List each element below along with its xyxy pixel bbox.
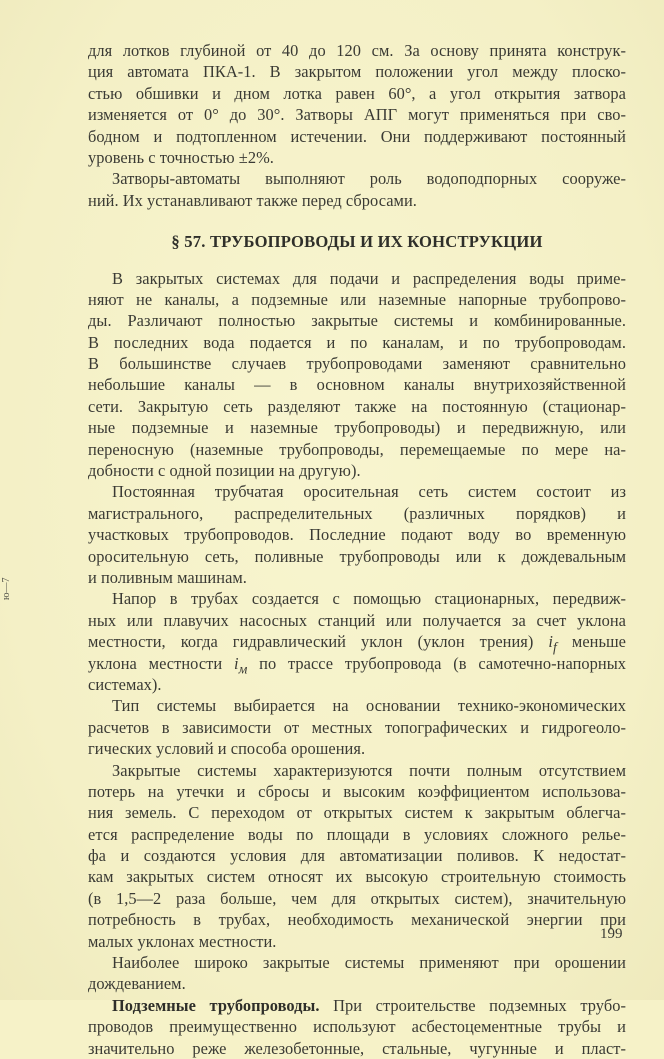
text-line: (в 1,5—2 раза больше, чем для открытых систем), значительную: [88, 888, 626, 908]
text-line: малых уклонах местности.: [88, 931, 277, 951]
paragraph-intro: [88, 40, 626, 168]
text-line: изменяется от 0° до 30°. Затворы АПГ могут применяться при сво-: [88, 105, 626, 125]
symbol-subscript: f: [553, 639, 557, 655]
run-in-heading: Подземные трубопроводы.: [112, 995, 320, 1015]
text-line: фа и создаются условия для автоматизации поливов. К недостат-: [88, 846, 626, 866]
text-line: В закрытых системах для подачи и распределения воды приме-: [112, 268, 626, 288]
text-fragment: При строительстве подземных трубо-: [319, 995, 626, 1015]
text-line: Закрытые системы характеризуются почти полным отсутствием: [112, 760, 626, 780]
text-line: ция автомата ПКА-1. В закрытом положении угол между плоско-: [88, 62, 626, 82]
text-line: [88, 653, 626, 674]
text-fragment: уклона местности: [88, 653, 234, 673]
text-line: участковых трубопроводов. Последние подают воду во временную: [88, 525, 626, 545]
text-line: ний. Их устанавливают также перед сбросами.: [88, 190, 417, 210]
symbol-letter: i: [233, 653, 239, 673]
symbol-letter: i: [548, 632, 554, 652]
text-line: уровень с точностью ±2%.: [88, 147, 274, 167]
text-line: кам закрытых систем относят их высокую строительную стоимость: [88, 867, 626, 887]
paragraph-system-type: [88, 695, 626, 759]
text-line: Напор в трубах создается с помощью стационарных, передвиж-: [112, 589, 626, 609]
symbol-subscript: м: [238, 660, 248, 676]
text-line: небольшие каналы — в основном каналы внутрихозяйственной: [88, 375, 626, 395]
paragraph-permanent-network: [88, 481, 626, 588]
text-line: ные подземные и наземные трубопроводы) и передвижную, или: [88, 418, 626, 438]
text-line: ных или плавучих насосных станций или получается за счет уклона: [88, 610, 626, 630]
text-line: потребность в трубах, необходимость механической энергии при: [88, 910, 626, 930]
page-number: 199: [600, 926, 623, 942]
text-line: магистрального, распределительных (различных порядков) и: [88, 503, 626, 523]
text-line: для лотков глубиной от 40 до 120 см. За основу принята конструк-: [88, 41, 626, 60]
text-line: проводов преимущественно используют асбестоцементные трубы и: [88, 1017, 626, 1037]
text-line: стью обшивки и дном лотка равен 60°, а угол открытия затвора: [88, 83, 626, 103]
paragraph-closed-systems: [88, 268, 626, 482]
text-line: Наиболее широко закрытые системы применяют при орошении: [112, 953, 626, 973]
text-line: и поливным машинам.: [88, 568, 247, 587]
text-line: оросительную сеть, поливные трубопроводы или к дождевальным: [88, 546, 626, 566]
text-line: ды. Различают полностью закрытые системы и комбинированные.: [88, 311, 626, 331]
paragraph-underground-pipelines: [88, 995, 626, 1059]
section-heading: § 57. ТРУБОПРОВОДЫ И ИХ КОНСТРУКЦИИ: [171, 232, 543, 252]
margin-mark: ю—7: [1, 577, 12, 600]
text-line: сети. Закрытую сеть разделяют также на постоянную (стационар-: [88, 396, 626, 416]
symbol-i-f: [548, 632, 557, 655]
text-line: переносную (наземные трубопроводы, перемещаемые по мере на-: [88, 439, 626, 459]
text-line: потерь на утечки и сбросы и высоким коэффициентом использова-: [88, 781, 626, 801]
text-line: В большинстве случаев трубопроводами заменяют сравнительно: [88, 354, 626, 374]
paragraph-characteristics: [88, 760, 626, 953]
text-line: [88, 995, 626, 1016]
text-line: добности с одной позиции на другую).: [88, 461, 361, 481]
symbol-i-m: [233, 653, 248, 676]
text-fragment: по трассе трубопровода (в самотечно-напорных: [247, 653, 627, 673]
text-line: няют не каналы, а подземные или наземные напорные трубопрово-: [88, 289, 626, 309]
paragraph-pressure: [88, 588, 626, 695]
text-line: ется распределение воды по площади в условиях сложного релье-: [88, 824, 626, 844]
text-column: [88, 40, 626, 1059]
text-line: бодном и подтопленном истечении. Они поддерживают постоянный: [88, 126, 626, 146]
text-fragment: меньше: [556, 632, 626, 652]
text-line: В последних вода подается и по каналам, и по трубопроводам.: [88, 332, 626, 352]
text-line: Тип системы выбирается на основании технико-экономических: [112, 696, 626, 716]
text-line: гических условий и способа орошения.: [88, 739, 366, 759]
text-line: ния земель. С переходом от открытых систем к закрытым облегча-: [88, 803, 626, 823]
text-fragment: местности, когда гидравлический уклон (уклон трения): [88, 632, 549, 652]
paragraph-sprinkling: [88, 952, 626, 995]
text-line: Затворы-автоматы выполняют роль водоподпорных сооруже-: [112, 169, 626, 189]
text-line: значительно реже железобетонные, стальные, чугунные и пласт-: [88, 1038, 626, 1058]
text-line: расчетов в зависимости от местных топографических и гидрогеоло-: [88, 717, 626, 737]
paragraph-gates: [88, 168, 626, 211]
text-line: Постоянная трубчатая оросительная сеть систем состоит из: [112, 482, 626, 502]
text-line: [88, 631, 626, 655]
text-line: системах).: [88, 674, 162, 694]
text-line: дождеванием.: [88, 974, 186, 994]
